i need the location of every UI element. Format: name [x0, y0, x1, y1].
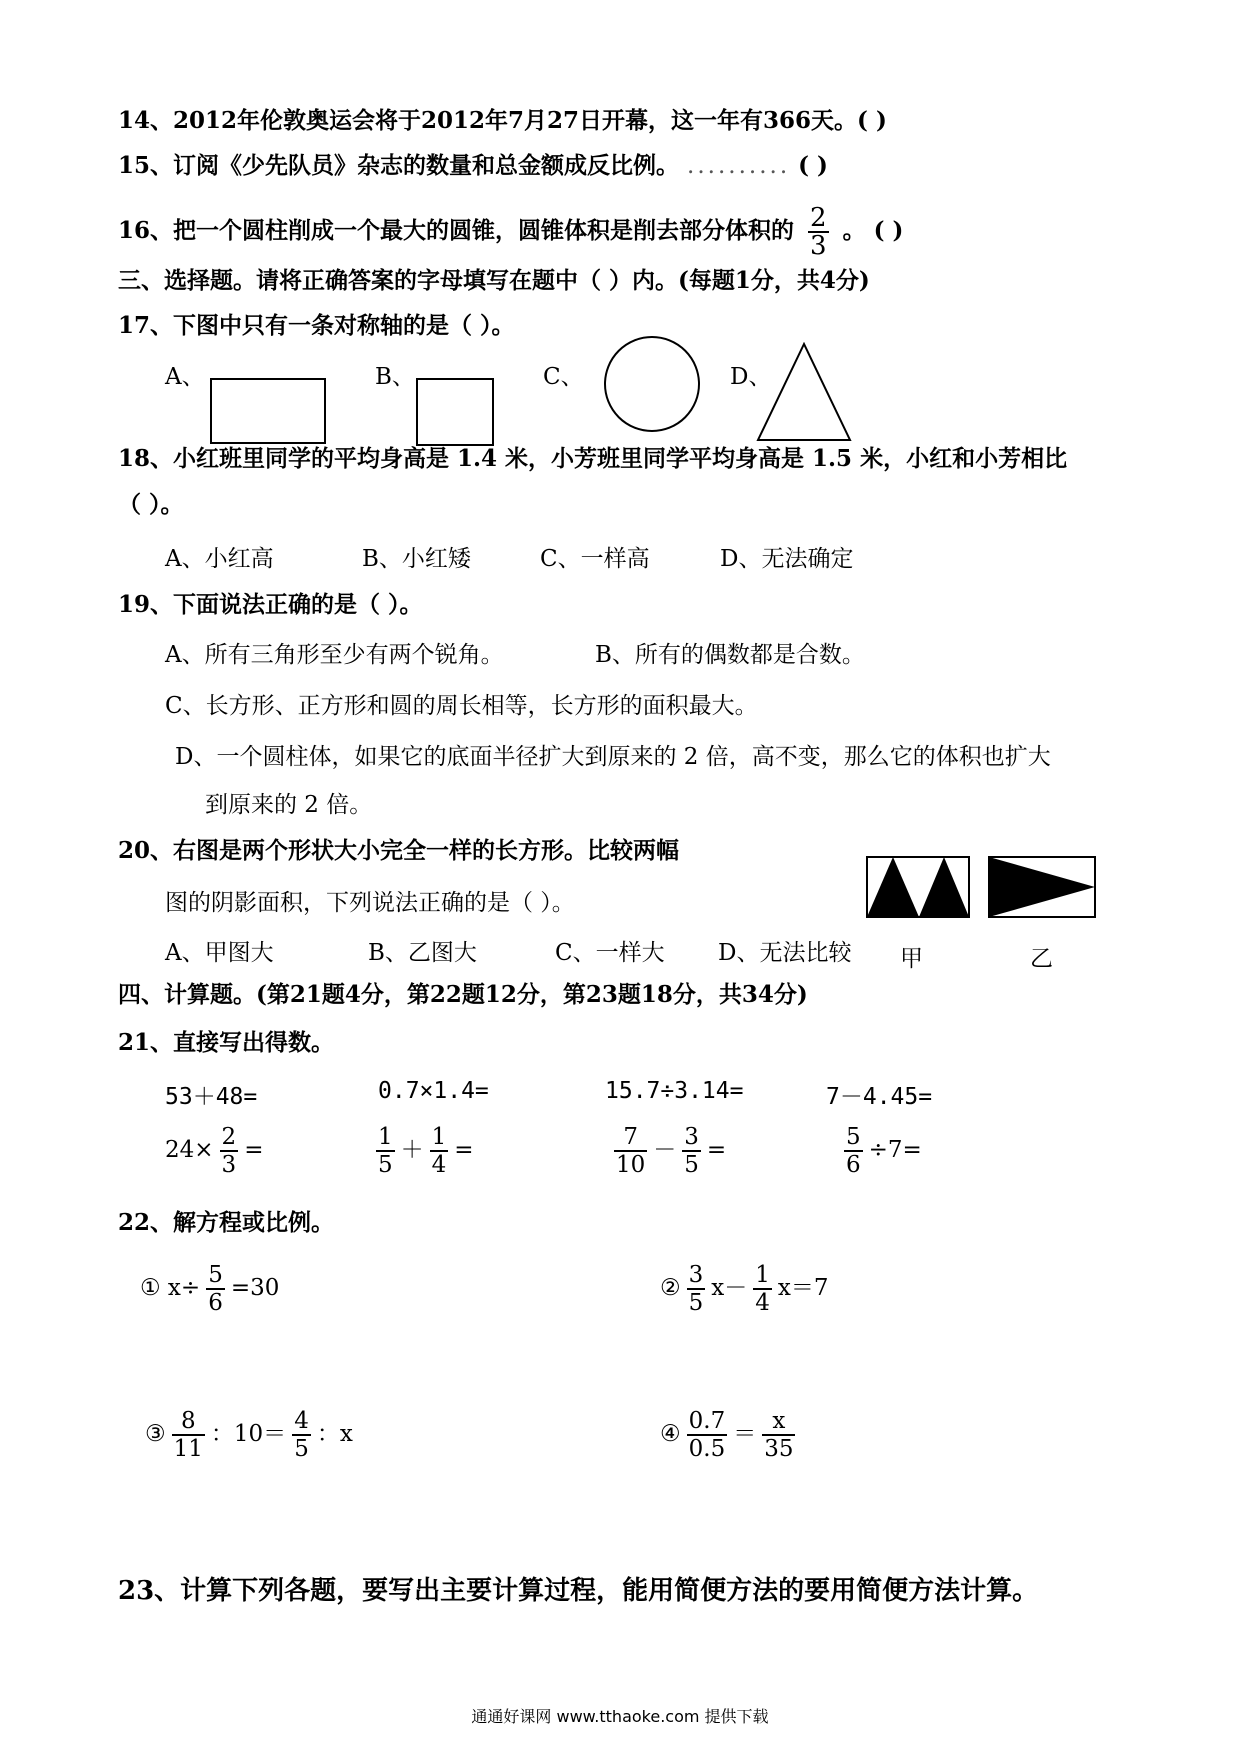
denominator: 3: [810, 231, 827, 261]
equals-sign: =: [244, 1137, 264, 1163]
numerator: 2: [221, 1124, 237, 1150]
q22-equation-4: [660, 1408, 801, 1462]
fraction: [808, 205, 829, 259]
numerator: 4: [294, 1408, 309, 1434]
q17-option-d: D、: [730, 364, 772, 390]
equals-sign: =: [706, 1137, 727, 1163]
q18-option-d: D、无法确定: [720, 546, 854, 572]
numerator: 5: [208, 1262, 223, 1288]
denominator: 10: [616, 1152, 646, 1178]
numerator: 0.7: [688, 1408, 726, 1434]
operator: －: [653, 1137, 677, 1163]
equation-number: ④: [660, 1421, 681, 1447]
question-22: 22、解方程或比例。: [118, 1209, 335, 1236]
denominator: 0.5: [688, 1436, 726, 1462]
fraction: [687, 1262, 706, 1316]
equation-prefix: ① x÷: [140, 1275, 201, 1301]
denominator: 35: [764, 1436, 794, 1462]
numerator: 1: [755, 1262, 770, 1288]
q21-expr-2: 0.7×1.4=: [378, 1078, 489, 1104]
section-3-heading: 三、选择题。请将正确答案的字母填写在题中（ ）内。(每题1分，共4分): [118, 267, 870, 294]
square-shape: [416, 378, 494, 446]
equation-middle: ＝: [733, 1421, 757, 1447]
figure-yi: [988, 856, 1096, 918]
q20-option-d: D、无法比较: [718, 940, 852, 966]
question-15-answer-blank: ( ): [798, 152, 828, 179]
question-18-line1: 18、小红班里同学的平均身高是 1.4 米，小芳班里同学平均身高是 1.5 米，小红和小芳相比: [118, 445, 1068, 472]
fraction: [753, 1262, 772, 1316]
q17-option-a: A、: [165, 364, 205, 390]
numerator: 3: [684, 1124, 699, 1150]
q21-expr-7: [608, 1124, 726, 1178]
fraction: [172, 1408, 205, 1462]
question-18-line2: （ ）。: [118, 491, 184, 518]
leader-dots: ..........: [687, 153, 791, 179]
equation-middle: x－: [711, 1275, 748, 1301]
numerator: 2: [810, 203, 827, 233]
question-16-text: 16、把一个圆柱削成一个最大的圆锥，圆锥体积是削去部分体积的: [118, 217, 795, 244]
fraction: [430, 1124, 449, 1178]
q19-option-a: A、所有三角形至少有两个锐角。: [165, 642, 504, 668]
page-footer: 通通好课网 www.tthaoke.com 提供下载: [471, 1707, 769, 1726]
numerator: x: [762, 1408, 795, 1436]
denominator: 6: [846, 1152, 861, 1178]
q18-option-a: A、小红高: [165, 546, 274, 572]
q21-expr-6: [370, 1124, 474, 1178]
denominator: 6: [208, 1290, 223, 1316]
equation-number: ②: [660, 1275, 681, 1301]
label-yi: 乙: [1030, 946, 1053, 972]
q22-equation-2: [660, 1262, 829, 1316]
denominator: 5: [688, 1290, 704, 1316]
q17-option-c: C、: [543, 364, 584, 390]
numerator: 7: [614, 1124, 647, 1152]
denominator: 4: [431, 1152, 447, 1178]
q22-equation-3: [145, 1408, 353, 1462]
q21-expr-1: 53＋48=: [165, 1084, 258, 1110]
q21-expr-8: [838, 1124, 922, 1178]
denominator: 3: [221, 1152, 237, 1178]
denominator: 5: [294, 1436, 309, 1462]
q20-option-b: B、乙图大: [368, 940, 477, 966]
q18-option-c: C、一样高: [540, 546, 650, 572]
q19-option-b: B、所有的偶数都是合数。: [595, 642, 865, 668]
q20-option-a: A、甲图大: [165, 940, 274, 966]
q22-equation-1: [140, 1262, 279, 1316]
label-jia: 甲: [900, 946, 923, 972]
q19-option-d-line1: D、一个圆柱体，如果它的底面半径扩大到原来的 2 倍，高不变，那么它的体积也扩大: [175, 744, 1051, 770]
expr-prefix: 24×: [165, 1137, 214, 1163]
denominator: 5: [684, 1152, 699, 1178]
denominator: 11: [173, 1436, 203, 1462]
q21-expr-5: [165, 1124, 263, 1178]
fraction: [376, 1124, 395, 1178]
fraction: [844, 1124, 863, 1178]
question-20-line1: 20、右图是两个形状大小完全一样的长方形。比较两幅: [118, 837, 680, 864]
figure-jia: [866, 856, 970, 918]
operator: ＋: [400, 1137, 424, 1163]
triangle-shape: [756, 342, 852, 442]
question-14: 14、2012年伦敦奥运会将于2012年7月27日开幕，这一年有366天。( ): [118, 107, 887, 134]
rectangle-shape: [210, 378, 326, 444]
q21-expr-3: 15.7÷3.14=: [605, 1078, 744, 1104]
expr-suffix: ÷7=: [868, 1137, 922, 1163]
question-17: 17、下图中只有一条对称轴的是（ ）。: [118, 312, 515, 339]
question-16-answer-blank: 。 ( ): [842, 217, 904, 244]
numerator: 8: [172, 1408, 205, 1436]
fraction: [687, 1408, 728, 1462]
question-16: [118, 205, 903, 259]
question-15: [118, 151, 828, 181]
fraction: [762, 1408, 795, 1462]
equals-sign: =: [454, 1137, 474, 1163]
question-23: 23、计算下列各题，要写出主要计算过程，能用简便方法的要用简便方法计算。: [118, 1576, 1039, 1606]
q21-expr-4: 7－4.45=: [826, 1084, 933, 1110]
question-15-text: 15、订阅《少先队员》杂志的数量和总金额成反比例。: [118, 152, 680, 179]
numerator: 1: [378, 1124, 393, 1150]
fraction: [292, 1408, 311, 1462]
numerator: 1: [431, 1124, 447, 1150]
section-4-heading: 四、计算题。(第21题4分，第22题12分，第23题18分，共34分): [118, 981, 808, 1008]
numerator: 5: [846, 1124, 861, 1150]
equation-middle: ：10＝: [210, 1421, 287, 1447]
q17-option-b: B、: [375, 364, 415, 390]
denominator: 4: [755, 1290, 770, 1316]
question-19: 19、下面说法正确的是（ ）。: [118, 591, 423, 618]
q18-option-b: B、小红矮: [362, 546, 471, 572]
numerator: 3: [688, 1262, 704, 1288]
fraction: [682, 1124, 701, 1178]
equation-number: ③: [145, 1421, 166, 1447]
q20-option-c: C、一样大: [555, 940, 665, 966]
equation-suffix: =30: [230, 1275, 280, 1301]
circle-shape: [604, 336, 700, 432]
question-20-line2: 图的阴影面积，下列说法正确的是（ ）。: [165, 890, 575, 916]
fraction: [206, 1262, 225, 1316]
question-21: 21、直接写出得数。: [118, 1029, 335, 1056]
equation-suffix: x＝7: [777, 1275, 829, 1301]
equation-suffix: ：x: [316, 1421, 353, 1447]
fraction: [614, 1124, 647, 1178]
q19-option-d-line2: 到原来的 2 倍。: [205, 792, 373, 818]
denominator: 5: [378, 1152, 393, 1178]
q19-option-c: C、长方形、正方形和圆的周长相等，长方形的面积最大。: [165, 693, 758, 719]
fraction: [220, 1124, 239, 1178]
